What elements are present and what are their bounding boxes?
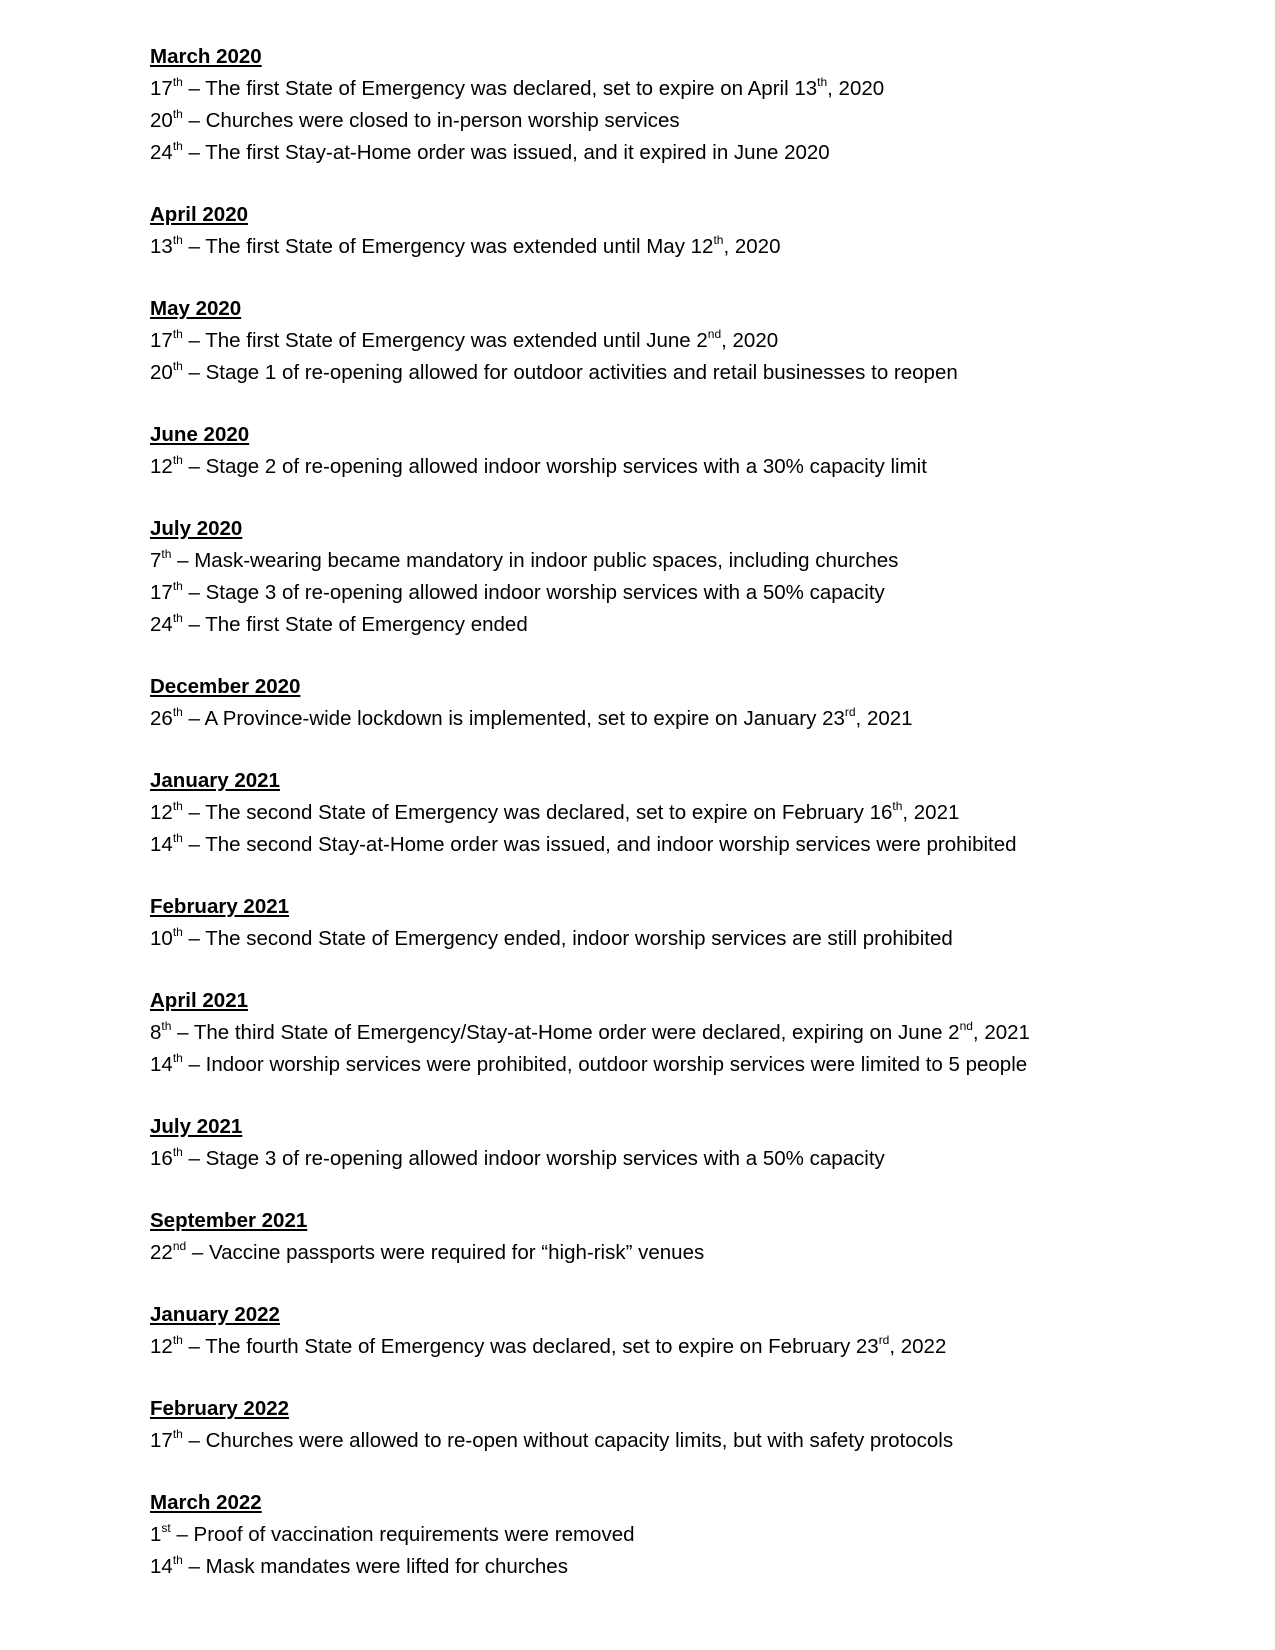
timeline-entry [150, 703, 1200, 735]
month-section [150, 293, 1200, 389]
month-section [150, 1299, 1200, 1363]
timeline-entry [150, 1017, 1200, 1049]
month-section [150, 513, 1200, 641]
month-section [150, 1205, 1200, 1269]
month-heading: June 2020 [150, 423, 250, 446]
month-heading: April 2021 [150, 989, 248, 1012]
entry-text: – The fourth State of Emergency was declared, set to expire on February 23 [182, 1335, 879, 1358]
month-heading: March 2020 [150, 45, 262, 68]
month-heading: January 2021 [150, 769, 280, 792]
entry-day-ordinal: th [172, 107, 183, 122]
month-heading: January 2022 [150, 1303, 280, 1326]
timeline-entry [150, 451, 1200, 483]
entry-day: 26 [150, 707, 173, 730]
entry-text: , 2022 [889, 1335, 947, 1358]
entry-day: 12 [150, 455, 173, 478]
entry-text: – The first State of Emergency was declared, set to expire on April 13 [182, 77, 818, 100]
entry-day: 20 [150, 109, 173, 132]
entry-day-ordinal: th [172, 75, 183, 90]
date-ordinal-suffix: nd [707, 327, 722, 342]
entry-day: 12 [150, 801, 173, 824]
date-ordinal-suffix: nd [959, 1019, 973, 1034]
entry-text: – Proof of vaccination requirements were removed [170, 1523, 635, 1546]
entry-day-ordinal: th [172, 359, 183, 374]
entry-day-ordinal: th [172, 1333, 183, 1348]
timeline-entry [150, 1331, 1200, 1363]
entry-day: 13 [150, 235, 173, 258]
entry-text: – The first State of Emergency was extended until May 12 [182, 235, 714, 258]
timeline-entry [150, 137, 1200, 169]
month-section [150, 891, 1200, 955]
entry-day-ordinal: th [161, 547, 172, 562]
entry-day-ordinal: th [172, 799, 183, 814]
entry-day: 17 [150, 581, 173, 604]
entry-day-ordinal: th [172, 1051, 183, 1066]
timeline-entry [150, 609, 1200, 641]
timeline-entry [150, 325, 1200, 357]
month-heading: July 2021 [150, 1115, 243, 1138]
timeline-entry [150, 1425, 1200, 1457]
timeline-entry [150, 923, 1200, 955]
entry-day: 8 [150, 1021, 162, 1044]
date-ordinal-suffix: rd [844, 705, 856, 720]
timeline-entry [150, 73, 1200, 105]
month-heading: February 2022 [150, 1397, 290, 1420]
timeline-entry [150, 1143, 1200, 1175]
month-heading: September 2021 [150, 1209, 308, 1232]
entry-day: 24 [150, 141, 173, 164]
month-heading: May 2020 [150, 297, 242, 320]
entry-day: 14 [150, 1053, 173, 1076]
month-section [150, 199, 1200, 263]
entry-text: – Churches were closed to in-person worship services [182, 109, 680, 132]
month-heading: April 2020 [150, 203, 248, 226]
entry-text: , 2020 [827, 77, 885, 100]
entry-text: , 2020 [723, 235, 781, 258]
entry-day-ordinal: th [172, 705, 183, 720]
entry-text: – Churches were allowed to re-open without capacity limits, but with safety protocols [182, 1429, 954, 1452]
entry-day-ordinal: th [172, 1553, 183, 1568]
timeline-entry [150, 1519, 1200, 1551]
entry-text: – The third State of Emergency/Stay-at-Home order were declared, expiring on June 2 [171, 1021, 960, 1044]
month-section [150, 1393, 1200, 1457]
timeline-entry [150, 829, 1200, 861]
month-heading: March 2022 [150, 1491, 262, 1514]
entry-day-ordinal: th [172, 611, 183, 626]
entry-day-ordinal: th [172, 139, 183, 154]
entry-day: 10 [150, 927, 173, 950]
entry-text: – Vaccine passports were required for “high-risk” venues [186, 1241, 705, 1264]
entry-day: 16 [150, 1147, 173, 1170]
entry-text: – Stage 2 of re-opening allowed indoor worship services with a 30% capacity limit [182, 455, 927, 478]
entry-text: – Mask mandates were lifted for churches [182, 1555, 568, 1578]
entry-text: – Indoor worship services were prohibited, outdoor worship services were limited to 5 people [182, 1053, 1028, 1076]
entry-text: – The first State of Emergency ended [182, 613, 528, 636]
entry-day: 14 [150, 833, 173, 856]
entry-text: – The second Stay-at-Home order was issued, and indoor worship services were prohibited [182, 833, 1017, 856]
timeline-entry [150, 545, 1200, 577]
timeline-entry [150, 105, 1200, 137]
entry-day: 24 [150, 613, 173, 636]
entry-day-ordinal: th [172, 233, 183, 248]
entry-day: 12 [150, 1335, 173, 1358]
month-section [150, 419, 1200, 483]
entry-text: – Stage 3 of re-opening allowed indoor worship services with a 50% capacity [182, 581, 885, 604]
month-section [150, 671, 1200, 735]
entry-day: 17 [150, 1429, 173, 1452]
entry-day: 17 [150, 77, 173, 100]
entry-text: – The first Stay-at-Home order was issued, and it expired in June 2020 [182, 141, 830, 164]
timeline-entry [150, 1237, 1200, 1269]
month-heading: July 2020 [150, 517, 243, 540]
entry-day-ordinal: th [172, 831, 183, 846]
entry-text: – Mask-wearing became mandatory in indoor public spaces, including churches [171, 549, 899, 572]
entry-day-ordinal: th [172, 327, 183, 342]
date-ordinal-suffix: th [713, 233, 724, 248]
entry-day: 22 [150, 1241, 173, 1264]
date-ordinal-suffix: th [892, 799, 903, 814]
month-section [150, 765, 1200, 861]
month-heading: February 2021 [150, 895, 290, 918]
entry-day-ordinal: th [172, 579, 183, 594]
timeline-entry [150, 1551, 1200, 1583]
month-section [150, 1111, 1200, 1175]
entry-day: 7 [150, 549, 162, 572]
entry-day: 20 [150, 361, 173, 384]
entry-day-ordinal: nd [172, 1239, 187, 1254]
entry-day-ordinal: th [172, 1427, 183, 1442]
month-section [150, 1487, 1200, 1583]
entry-day-ordinal: th [172, 1145, 183, 1160]
entry-text: – Stage 1 of re-opening allowed for outdoor activities and retail businesses to reopen [182, 361, 958, 384]
entry-day-ordinal: st [161, 1521, 171, 1536]
month-heading: December 2020 [150, 675, 301, 698]
entry-day: 14 [150, 1555, 173, 1578]
entry-text: – The second State of Emergency was declared, set to expire on February 16 [182, 801, 893, 824]
entry-day: 1 [150, 1523, 162, 1546]
entry-day-ordinal: th [172, 453, 183, 468]
month-section [150, 985, 1200, 1081]
timeline-entry [150, 797, 1200, 829]
entry-day: 17 [150, 329, 173, 352]
timeline-entry [150, 577, 1200, 609]
timeline-document [150, 41, 1200, 1613]
entry-text: – The second State of Emergency ended, indoor worship services are still prohibited [182, 927, 953, 950]
timeline-entry [150, 231, 1200, 263]
entry-text: , 2020 [721, 329, 779, 352]
entry-day-ordinal: th [172, 925, 183, 940]
entry-text: – A Province-wide lockdown is implemented, set to expire on January 23 [182, 707, 845, 730]
entry-text: , 2021 [972, 1021, 1030, 1044]
entry-text: , 2021 [902, 801, 960, 824]
entry-day-ordinal: th [161, 1019, 172, 1034]
timeline-entry [150, 357, 1200, 389]
entry-text: – Stage 3 of re-opening allowed indoor worship services with a 50% capacity [182, 1147, 885, 1170]
entry-text: – The first State of Emergency was extended until June 2 [182, 329, 708, 352]
timeline-entry [150, 1049, 1200, 1081]
entry-text: , 2021 [855, 707, 913, 730]
date-ordinal-suffix: th [817, 75, 828, 90]
date-ordinal-suffix: rd [878, 1333, 890, 1348]
month-section [150, 41, 1200, 169]
